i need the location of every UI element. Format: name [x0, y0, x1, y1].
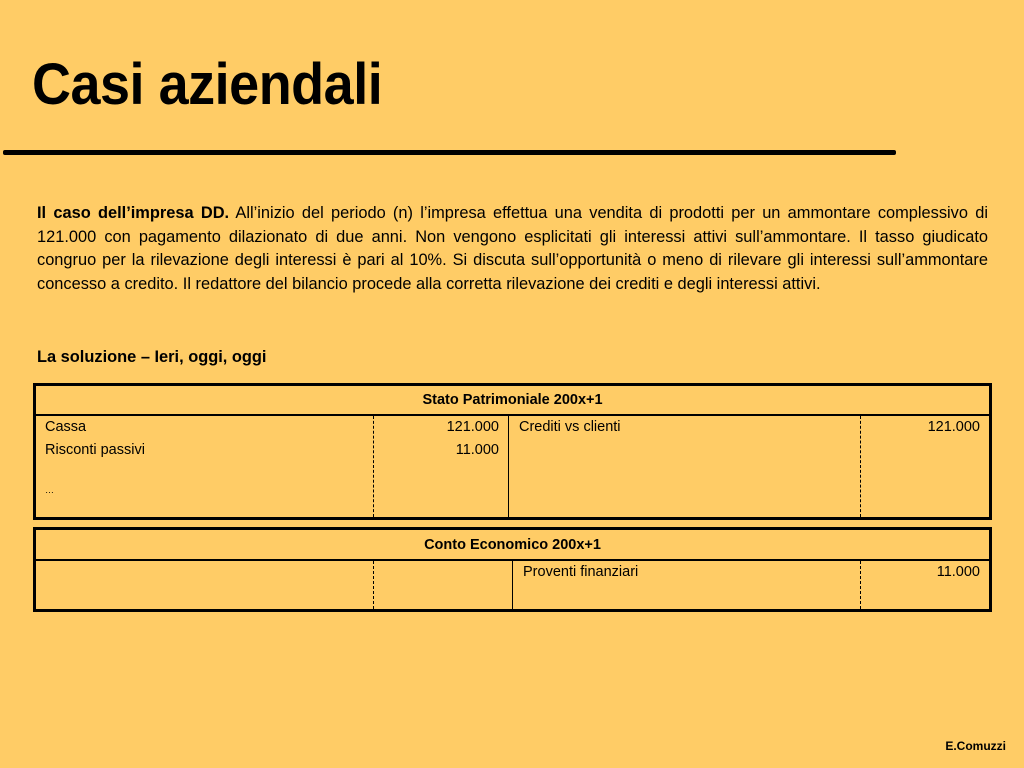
sp-item-crediti-vs-clienti: Crediti vs clienti	[519, 419, 621, 435]
sp-item-risconti-passivi: Risconti passivi	[45, 442, 145, 458]
sp-amount-risconti-passivi: 11.000	[455, 442, 499, 458]
slide-title: Casi aziendali	[32, 52, 383, 117]
author-footer: E.Comuzzi	[945, 739, 1006, 753]
sp-ellipsis: …	[45, 485, 54, 495]
stato-patrimoniale-header: Stato Patrimoniale 200x+1	[35, 385, 991, 416]
conto-economico-table	[33, 527, 992, 612]
case-title: Il caso dell’impresa DD.	[37, 204, 230, 222]
sp-left-amounts	[374, 415, 509, 519]
sp-right-labels	[509, 415, 861, 519]
sp-amount-cassa: 121.000	[446, 419, 499, 435]
stato-patrimoniale-table	[33, 383, 992, 520]
ce-right-amounts	[861, 560, 991, 611]
ce-left-amounts	[374, 560, 513, 611]
solution-heading: La soluzione – Ieri, oggi, oggi	[37, 348, 267, 366]
ce-item-proventi-finanziari: Proventi finanziari	[523, 564, 639, 580]
title-underline	[3, 150, 896, 155]
sp-left-labels	[35, 415, 374, 519]
sp-amount-crediti-vs-clienti: 121.000	[927, 419, 980, 435]
conto-economico-header: Conto Economico 200x+1	[35, 529, 991, 561]
sp-right-amounts	[861, 415, 991, 519]
sp-item-cassa: Cassa	[45, 419, 87, 435]
ce-right-labels	[513, 560, 861, 611]
ce-amount-proventi-finanziari: 11.000	[936, 564, 980, 580]
case-text: All’inizio del periodo (n) l’impresa effettua una vendita di prodotti per un ammontare complessivo di 121.000 con pagamento dilazionato di due anni. Non vengono esplicitati gli interessi attivi sull’ammontare. Il tasso giudicato congruo per la rilevazione degli interessi è pari al 10%. Si discuta sull’opportunità o meno di rilevare gli interessi sull’ammontare concesso a credito. Il redattore del bilancio procede alla corretta rilevazione dei crediti e degli interessi attivi.	[37, 204, 988, 293]
ce-left-labels	[35, 560, 374, 611]
case-description	[37, 202, 988, 296]
